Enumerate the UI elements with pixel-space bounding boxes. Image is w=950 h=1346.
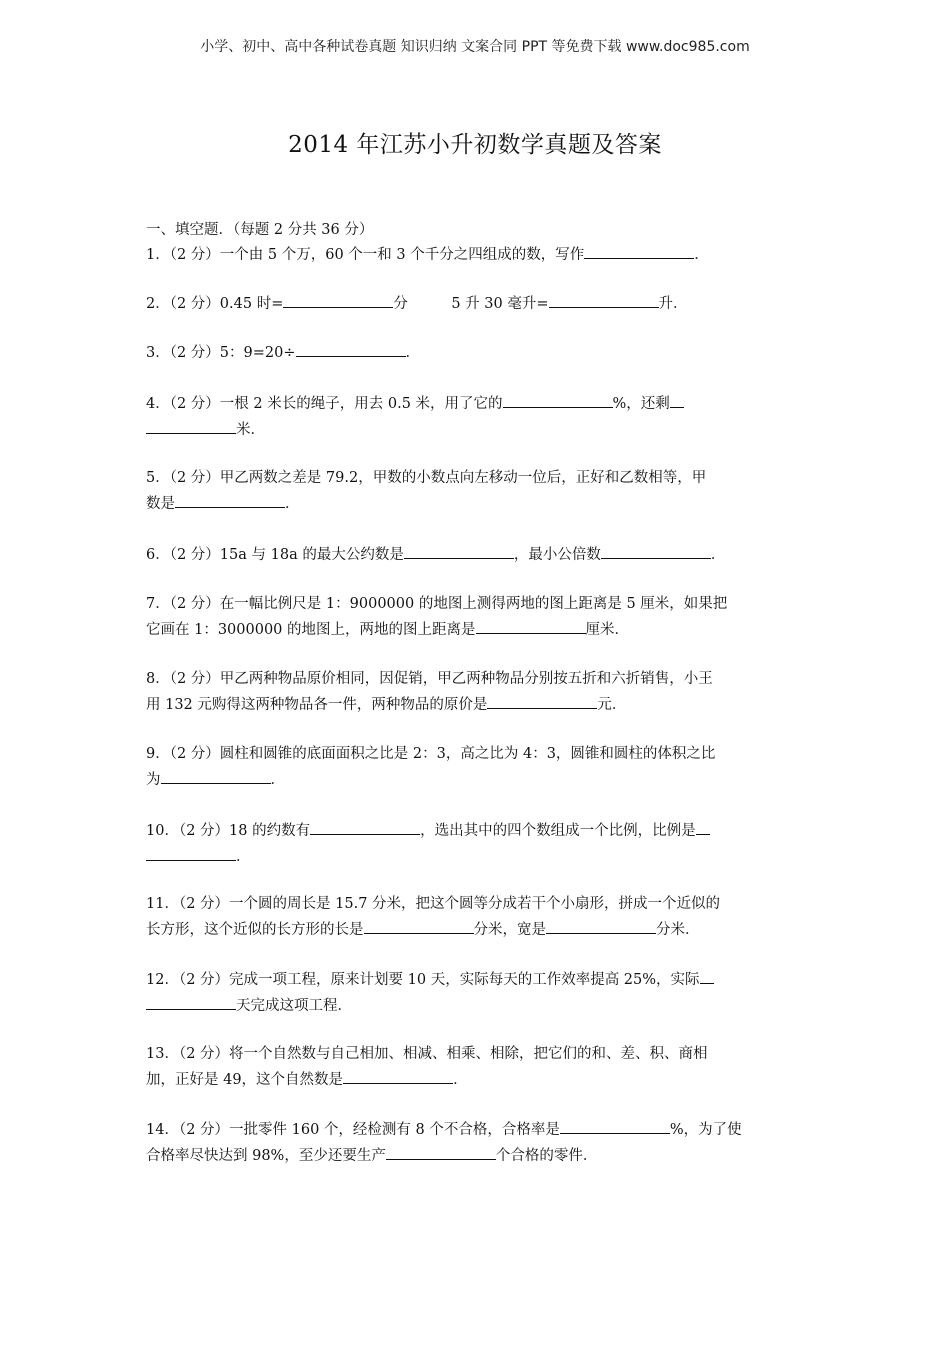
question-7 xyxy=(146,592,811,643)
page-title: 2014 年江苏小升初数学真题及答案 xyxy=(288,132,662,158)
section-title: 一、填空题．（每题 2 分共 36 分） xyxy=(146,222,374,238)
question-12 xyxy=(146,967,811,1019)
question-text: %，还剩 xyxy=(612,396,670,412)
question-text: 4．（2 分）一根 2 米长的绳子，用去 0.5 米，用了它的 xyxy=(146,396,503,412)
answer-blank xyxy=(503,391,613,408)
question-text: 12．（2 分）完成一项工程，原来计划要 10 天，实际每天的工作效率提高 25%，实际 xyxy=(146,972,700,988)
question-14 xyxy=(146,1117,811,1169)
question-text: 个合格的零件． xyxy=(495,1148,598,1164)
page-header: 小学、初中、高中各种试卷真题 知识归纳 文案合同 PPT 等免费下载 www.doc985.com xyxy=(200,39,750,55)
question-text: 7．（2 分）在一幅比例尺是 1：9000000 的地图上测得两地的图上距离是 5 厘米，如果把 xyxy=(146,596,728,612)
answer-blank xyxy=(696,818,710,835)
question-text: 合格率尽快达到 98%，至少还要生产 xyxy=(146,1148,386,1164)
question-text: ． xyxy=(285,496,300,512)
question-3 xyxy=(146,340,811,366)
question-text: 5．（2 分）甲乙两数之差是 79.2，甲数的小数点向左移动一位后，正好和乙数相等，甲 xyxy=(146,470,707,486)
question-text: 11．（2 分）一个圆的周长是 15.7 分米，把这个圆等分成若干个小扇形，拼成一个近似的 xyxy=(146,896,721,912)
answer-blank xyxy=(146,417,236,434)
question-text: ，最小公倍数 xyxy=(513,547,601,563)
question-11 xyxy=(146,892,811,943)
question-4 xyxy=(146,391,811,443)
question-text: ． xyxy=(270,772,285,788)
question-text: 3．（2 分）5：9=20÷ xyxy=(146,345,296,361)
question-text: 分 5 升 30 毫升= xyxy=(393,296,549,312)
answer-blank xyxy=(584,242,694,259)
question-text: 6．（2 分）15a 与 18a 的最大公约数是 xyxy=(146,547,404,563)
answer-blank xyxy=(343,1067,453,1084)
question-text: 长方形，这个近似的长方形的长是 xyxy=(146,922,364,938)
question-text: %，为了使 xyxy=(669,1122,742,1138)
question-text: 天完成这项工程． xyxy=(236,998,352,1014)
question-6 xyxy=(146,542,811,568)
answer-blank xyxy=(700,967,714,984)
question-text: 用 132 元购得这两种物品各一件，两种物品的原价是 xyxy=(146,697,488,713)
answer-blank xyxy=(404,542,514,559)
question-text: 加，正好是 49，这个自然数是 xyxy=(146,1072,344,1088)
question-2 xyxy=(146,291,811,317)
answer-blank xyxy=(146,993,236,1010)
question-5 xyxy=(146,466,811,517)
question-text: 厘米． xyxy=(585,622,630,638)
question-text: ． xyxy=(453,1072,468,1088)
question-text: 数是 xyxy=(146,496,175,512)
answer-blank xyxy=(549,291,659,308)
answer-blank xyxy=(310,818,420,835)
answer-blank xyxy=(146,844,236,861)
question-text: 13．（2 分）将一个自然数与自己相加、相减、相乘、相除，把它们的和、差、积、商相 xyxy=(146,1046,708,1062)
answer-blank xyxy=(283,291,393,308)
question-text: 为 xyxy=(146,772,161,788)
question-text: ． xyxy=(236,849,251,865)
question-text: ，选出其中的四个数组成一个比例，比例是 xyxy=(420,823,696,839)
question-text: 14．（2 分）一批零件 160 个，经检测有 8 个不合格，合格率是 xyxy=(146,1122,560,1138)
question-10 xyxy=(146,818,811,870)
answer-blank xyxy=(560,1117,670,1134)
question-8 xyxy=(146,667,811,718)
question-text: 2．（2 分）0.45 时= xyxy=(146,296,284,312)
question-text: 10．（2 分）18 的约数有 xyxy=(146,823,311,839)
question-text: 9．（2 分）圆柱和圆锥的底面面积之比是 2：3，高之比为 4：3，圆锥和圆柱的体积之比 xyxy=(146,746,716,762)
question-9 xyxy=(146,742,811,793)
answer-blank xyxy=(296,340,406,357)
answer-blank xyxy=(161,767,271,784)
question-text: ． xyxy=(694,247,709,263)
question-text: 分米． xyxy=(656,922,700,938)
question-text: 米． xyxy=(236,422,265,438)
answer-blank xyxy=(670,391,684,408)
question-text: ． xyxy=(710,547,726,563)
answer-blank xyxy=(601,542,711,559)
answer-blank xyxy=(487,692,597,709)
question-text: 1．（2 分）一个由 5 个万，60 个一和 3 个千分之四组成的数，写作 xyxy=(146,247,585,263)
answer-blank xyxy=(364,917,474,934)
answer-blank xyxy=(546,917,656,934)
question-text: 元． xyxy=(597,697,627,713)
question-13 xyxy=(146,1042,811,1093)
question-text: 升． xyxy=(658,296,688,312)
answer-blank xyxy=(175,491,285,508)
question-text: ． xyxy=(405,345,421,361)
question-text: 它画在 1：3000000 的地图上，两地的图上距离是 xyxy=(146,622,476,638)
question-1 xyxy=(146,242,811,268)
answer-blank xyxy=(386,1143,496,1160)
answer-blank xyxy=(476,617,586,634)
question-text: 分米，宽是 xyxy=(473,922,546,938)
question-text: 8．（2 分）甲乙两种物品原价相同，因促销，甲乙两种物品分别按五折和六折销售，小王 xyxy=(146,671,713,687)
